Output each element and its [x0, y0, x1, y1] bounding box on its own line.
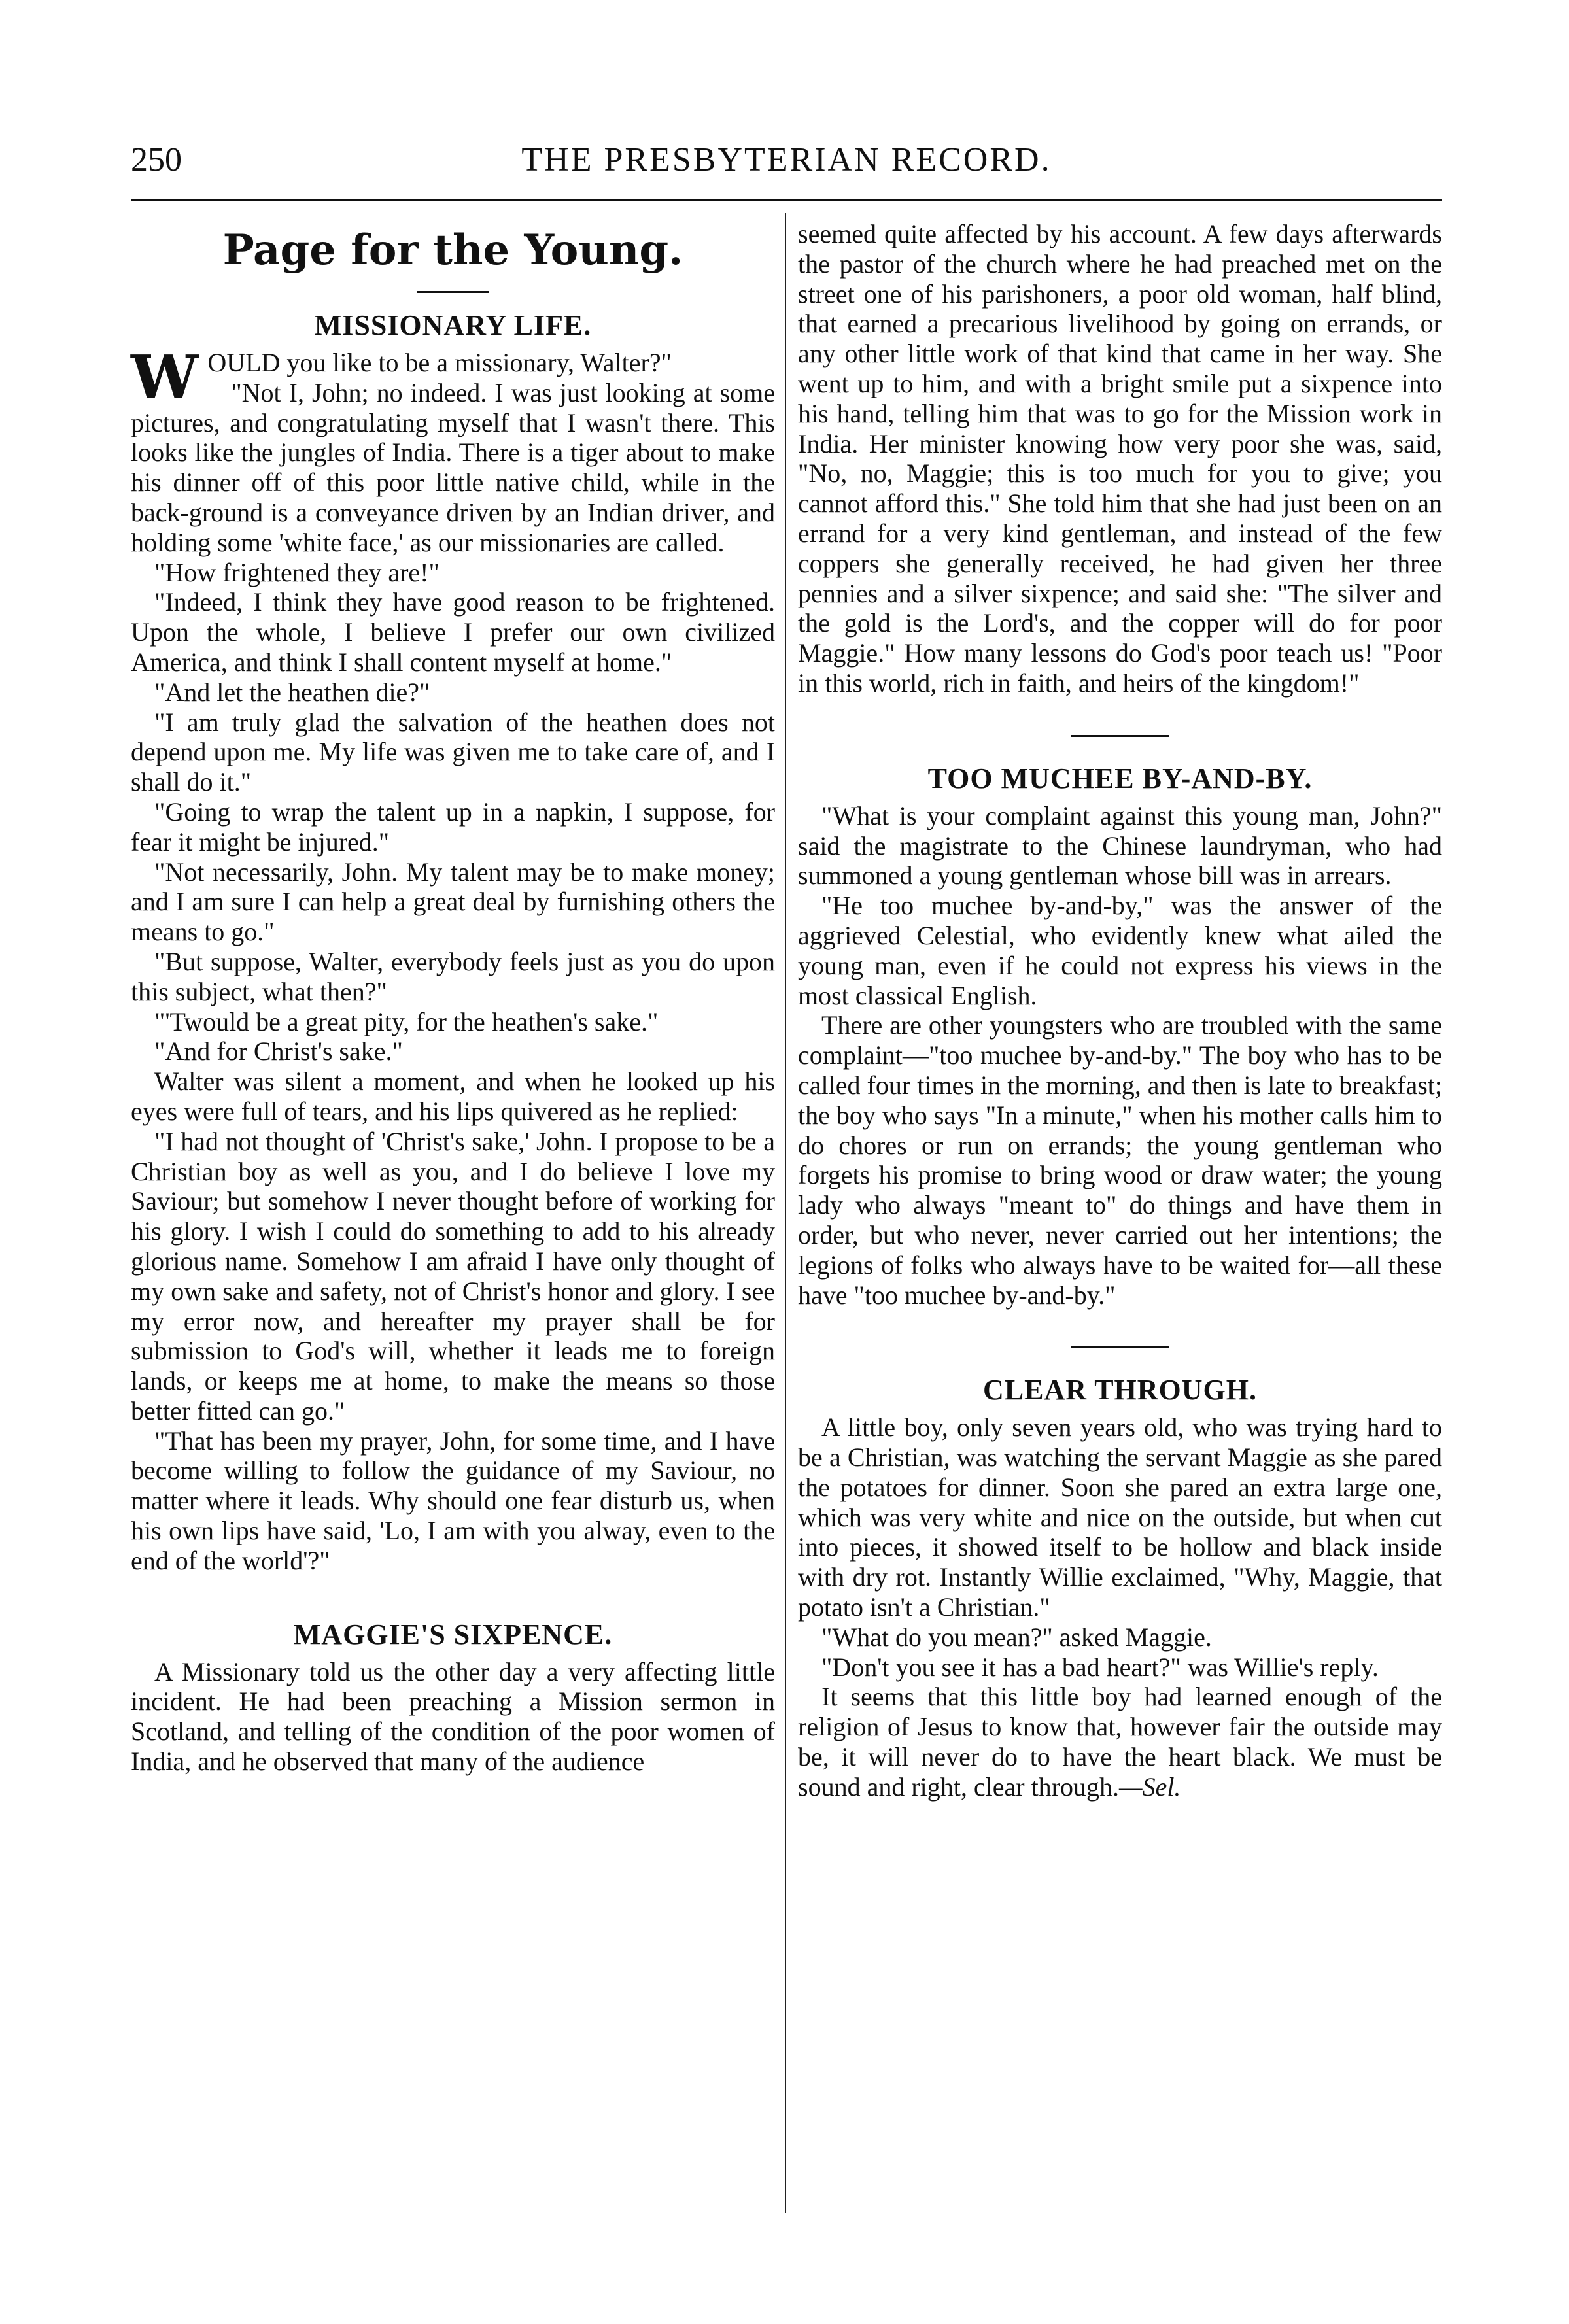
article-paragraph: "And let the heathen die?" [154, 677, 430, 707]
section-separator [1071, 1346, 1169, 1348]
article-paragraph: "And for Christ's sake." [154, 1036, 403, 1067]
running-title: THE PRESBYTERIAN RECORD. [521, 141, 1052, 179]
article-paragraph: "What do you mean?" asked Maggie. [821, 1622, 1212, 1652]
page-number: 250 [131, 141, 182, 179]
article-paragraph-continued: seemed quite affected by his account. A few days afterwards the pastor of the church where he had preached met on the street one of his parishoners, a poor old woman, half blind, that earned a precarious livelihood by going on errands, or any other little work of that kind that came in her way. She went up to him, and with a bright smile put a sixpence into his hand, telling him that was to go for the Mission work in India. Her minister knowing how very poor she was, said, "No, no, Maggie; this is too much for you to give; you cannot afford this." She told him that she had just been on an errand for a very kind gentleman, and instead of the few coppers she generally received, he had given her three pennies and a silver sixpence; and said she: "The silver and the gold is the Lord's, and the copper will do for poor Maggie." How many lessons do God's poor teach us! "Poor in this world, rich in faith, and heirs of the kingdom!" [798, 219, 1442, 698]
right-column [798, 219, 1442, 1802]
article-paragraph: "Not necessarily, John. My talent may be to make money; and I am sure I can help a great deal by furnishing others the means to go." [131, 857, 775, 947]
heading-rule [417, 291, 489, 293]
drop-cap: W [131, 342, 199, 413]
article-paragraph: "He too muchee by-and-by," was the answer of the aggrieved Celestial, who evidently knew what ailed the young man, even if he could not express his views in the most classical English. [798, 891, 1442, 1010]
article-title-missionary-life: MISSIONARY LIFE. [314, 309, 592, 341]
article-paragraph: "But suppose, Walter, everybody feels just as you do upon this subject, what then?" [131, 946, 775, 1006]
article-paragraph: A Missionary told us the other day a very affecting little incident. He had been preaching a Mission sermon in Scotland, and telling of the condition of the poor women of India, and he observed that many of the audience [131, 1656, 775, 1777]
article-paragraph: "I am truly glad the salvation of the heathen does not depend upon me. My life was given me to take care of, and I shall do it." [131, 707, 775, 797]
article-paragraph: There are other youngsters who are troubled with the same complaint—"too muchee by-and-by." The boy who has to be called four times in the morning, and then is late to breakfast; the boy who says "In a minute," when his mother calls him to do chores or run on errands; the young gentleman who forgets his promise to bring wood or draw water; the young lady who always "meant to" do things and have them in order, but who never, never carried out her intentions; the legions of folks who always have to be waited for—all these have "too muchee by-and-by." [798, 1010, 1442, 1310]
section-gap [131, 1576, 775, 1615]
article-paragraph: "I had not thought of 'Christ's sake,' John. I propose to be a Christian boy as well as you, and I do believe I love my Saviour; but somehow I never thought before of working for his glory. I wish I could do something to add to his already glorious name. Somehow I am afraid I have only thought of my own sake and safety, not of Christ's honor and glory. I see my error now, and hereafter my prayer shall be for submission to God's will, whether it leads me to foreign lands, or keeps me at home, to make the means so those better fitted can go." [131, 1126, 775, 1426]
page-header [131, 134, 1442, 186]
article-paragraph: A little boy, only seven years old, who was trying hard to be a Christian, was watching the servant Maggie as she pared the potatoes for dinner. Soon she pared an extra large one, which was very white and nice on the outside, but when cut into pieces, it showed itself to be hollow and black inside with dry rot. Instantly Willie exclaimed, "Why, Maggie, that potato isn't a Christian." [798, 1412, 1442, 1622]
article-paragraph: "What is your complaint against this young man, John?" said the magistrate to the Chinese laundryman, who had summoned a young gentleman whose bill was in arrears. [798, 800, 1442, 891]
article-paragraph: "That has been my prayer, John, for some time, and I have become willing to follow the guidance of my Saviour, no matter where it leads. Why should one fear disturb us, when his own lips have said, 'Lo, I am with you alway, even to the end of the world'?" [131, 1426, 775, 1575]
article-title-clear-through: CLEAR THROUGH. [982, 1374, 1258, 1407]
article-paragraph: "Not I, John; no indeed. I was just looking at some pictures, and congratulating myself that I wasn't there. This looks like the jungles of India. There is a tiger about to make his dinner off of this poor little native child, while in the back-ground is a conveyance driven by an Indian driver, and holding some 'white face,' as our missionaries are called. [131, 377, 775, 557]
article-paragraph: WOULD you like to be a missionary, Walter?" [131, 342, 672, 413]
article-paragraph: Walter was silent a moment, and when he looked up his eyes were full of tears, and his lips quivered as he replied: [131, 1067, 775, 1126]
page-heading: Page for the Young. [222, 226, 683, 275]
article-paragraph: "Don't you see it has a bad heart?" was Willie's reply. [821, 1652, 1379, 1682]
article-paragraph: "'Twould be a great pity, for the heathen's sake." [154, 1006, 659, 1036]
section-separator [1071, 735, 1169, 737]
header-rule [131, 199, 1442, 201]
article-title-too-muchee: TOO MUCHEE BY-AND-BY. [927, 762, 1313, 795]
article-paragraph: "How frightened they are!" [154, 557, 440, 587]
article-paragraph: It seems that this little boy had learned enough of the religion of Jesus to know that, however fair the outside may be, it will never do to have the heart black. We must be sound and right, clear through.—Sel. [798, 1682, 1442, 1802]
article-paragraph: "Going to wrap the talent up in a napkin, I suppose, for fear it might be injured." [131, 796, 775, 857]
article-title-maggies-sixpence: MAGGIE'S SIXPENCE. [293, 1618, 613, 1650]
signature: —Sel. [1119, 1771, 1181, 1802]
left-column [131, 219, 775, 1777]
article-paragraph: "Indeed, I think they have good reason to be frightened. Upon the whole, I believe I prefer our own civilized America, and think I shall content myself at home." [131, 587, 775, 677]
column-divider [785, 213, 786, 2213]
